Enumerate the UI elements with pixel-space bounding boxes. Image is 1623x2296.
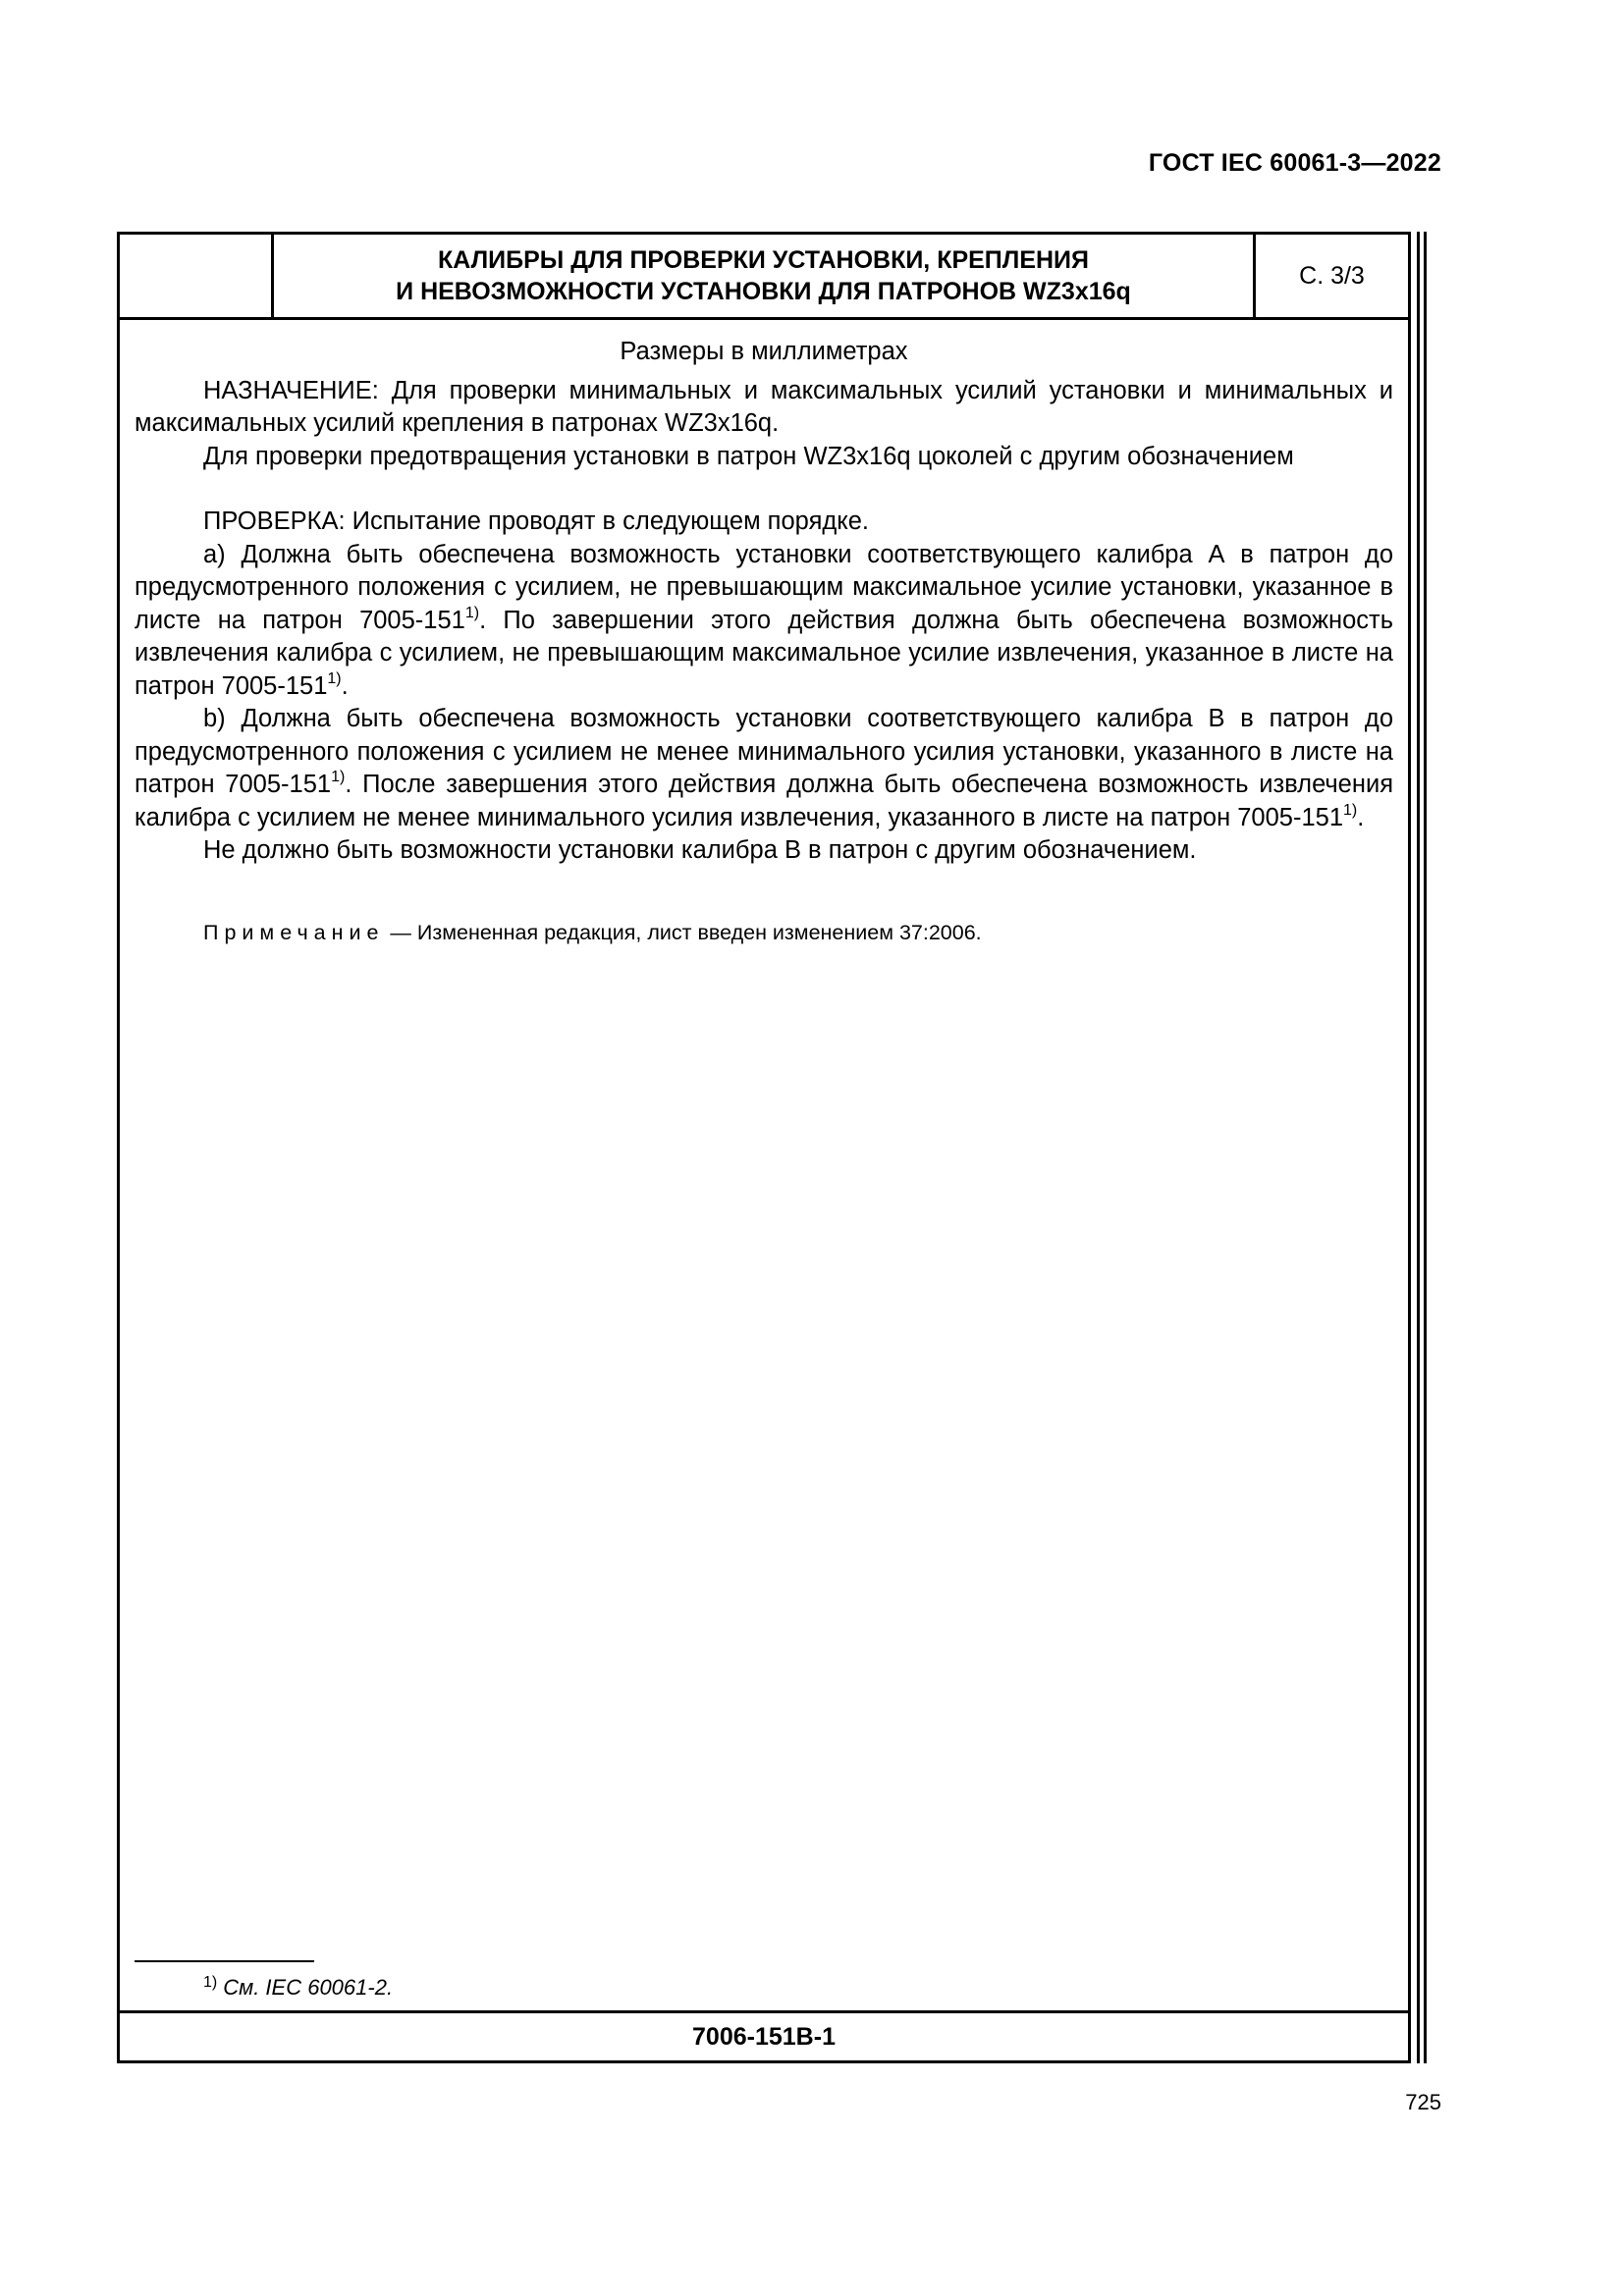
frame-side-rule xyxy=(1417,232,1420,2063)
footnote-ref: 1) xyxy=(1343,801,1358,819)
check-item-b xyxy=(135,703,1393,834)
page-number: 725 xyxy=(1405,2090,1441,2114)
note xyxy=(135,919,1393,946)
footnote-rule xyxy=(135,1960,314,1962)
dimensions-note: Размеры в миллиметрах xyxy=(620,338,908,365)
footnote-ref: 1) xyxy=(327,669,342,687)
sheet-content xyxy=(135,336,1393,946)
footnote-text: См. IEC 60061-2. xyxy=(223,1975,394,2000)
check-item-a-text: . xyxy=(341,671,349,700)
footnote xyxy=(203,1974,393,2001)
standard-number: ГОСТ IEC 60061-3—2022 xyxy=(1148,149,1441,177)
frame-side-rule xyxy=(1424,232,1427,2063)
purpose-paragraph: Для проверки предотвращения установки в патрон WZ3x16q цоколей с другим обозначением xyxy=(203,442,1294,470)
sheet-title-line1: КАЛИБРЫ ДЛЯ ПРОВЕРКИ УСТАНОВКИ, КРЕПЛЕНИЯ xyxy=(438,246,1089,274)
check-item-a xyxy=(135,539,1393,704)
footnote-ref: 1) xyxy=(464,604,480,621)
sheet-code: 7006-151В-1 xyxy=(120,2010,1408,2060)
footnote-mark: 1) xyxy=(203,1974,218,1991)
check-item-b-text: b) Должна быть обеспечена возможность установки соответствующего калибра В в патрон до предусмотренного положения с усилием не менее минимального усилия установки, указанного в листе на патрон 7005-151 xyxy=(135,705,1393,798)
check-item-b-text: . xyxy=(1357,803,1365,831)
check-final: Не должно быть возможности установки калибра В в патрон с другим обозначением. xyxy=(203,836,1197,864)
check-item-a-text: . По завершении этого действия должна быть обеспечена возможность извлечения калибра с усилием, не превышающим максимальное усилие извлечения, указанное в листе на патрон 7005-151 xyxy=(135,606,1393,700)
note-label: Примечание xyxy=(203,920,385,944)
check-item-a-text: а) Должна быть обеспечена возможность установки соответствующего калибра А в патрон до предусмотренного положения с усилием, не превышающим максимальное усилие установки, указанное в листе на патрон 7005-151 xyxy=(135,540,1393,634)
sheet-title xyxy=(274,235,1256,317)
sheet-frame xyxy=(117,232,1411,2063)
sheet-header xyxy=(120,235,1408,320)
check-intro: ПРОВЕРКА: Испытание проводят в следующем порядке. xyxy=(203,507,869,535)
header-blank-cell xyxy=(120,235,274,317)
footnote-ref: 1) xyxy=(331,769,346,785)
sheet-page-of: С. 3/3 xyxy=(1299,261,1365,290)
note-text: — Измененная редакция, лист введен изменением 37:2006. xyxy=(384,920,982,944)
spacer xyxy=(135,473,1393,506)
check-item-b-text: . После завершения этого действия должна быть обеспечена возможность извлечения калибра с усилием не менее минимального усилия извлечения, указанного в листе на патрон 7005-151 xyxy=(135,771,1394,831)
purpose-paragraph: НАЗНАЧЕНИЕ: Для проверки минимальных и максимальных усилий установки и минимальных и максимальных усилий крепления в патронах WZ3x16q. xyxy=(135,376,1393,437)
sheet-title-line2: И НЕВОЗМОЖНОСТИ УСТАНОВКИ ДЛЯ ПАТРОНОВ WZ3x16q xyxy=(396,278,1131,305)
